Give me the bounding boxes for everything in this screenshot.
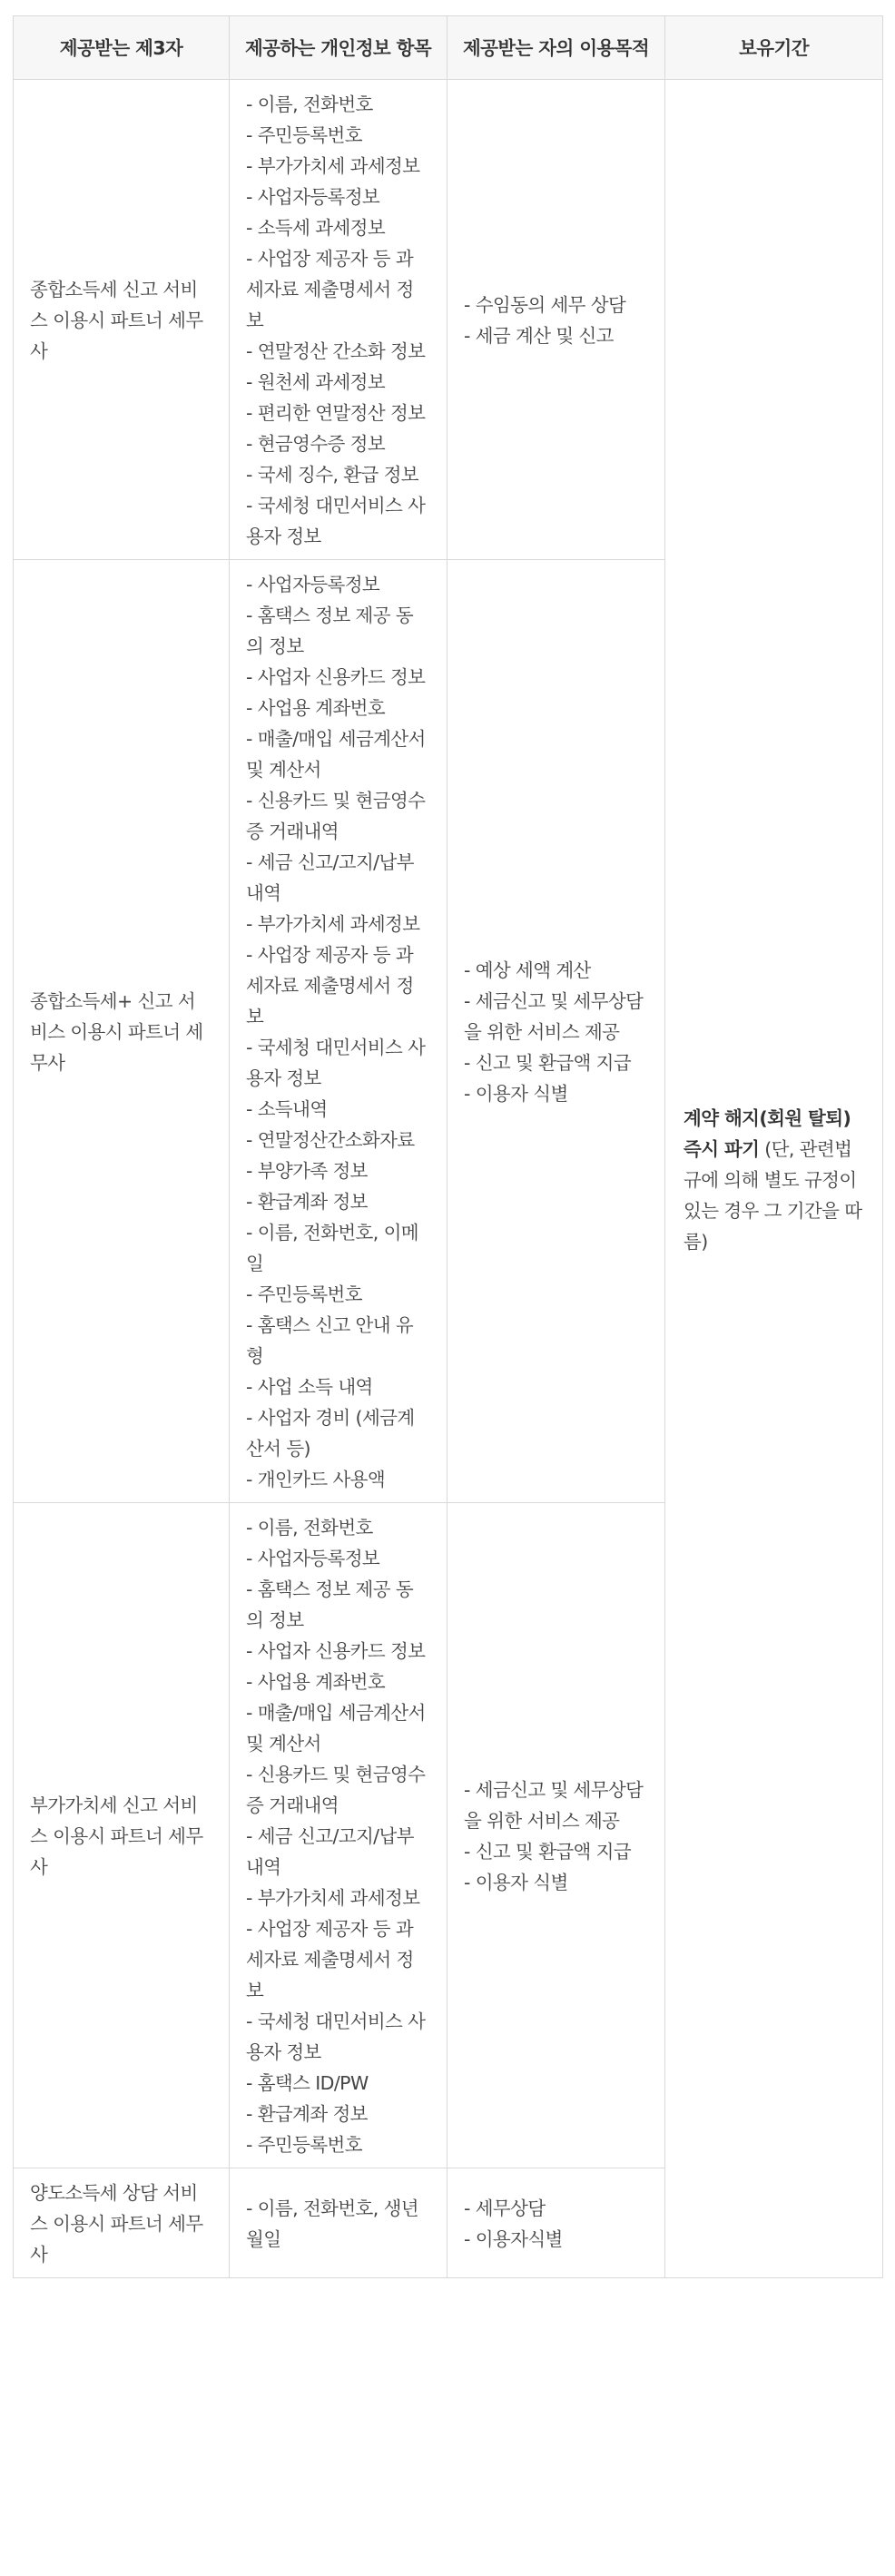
list-item: - 신고 및 환급액 지급 — [464, 1052, 632, 1074]
list-item: - 세금신고 및 세무상담을 위한 서비스 제공 — [464, 990, 644, 1043]
list-item: - 부가가치세 과세정보 — [246, 913, 420, 935]
list-item: - 사업 소득 내역 — [246, 1376, 373, 1398]
list-item: - 매출/매입 세금계산서 및 계산서 — [246, 728, 426, 781]
list-item: - 사업장 제공자 등 과세자료 제출명세서 정보 — [246, 248, 414, 331]
items-cell — [230, 560, 448, 1503]
list-item: - 세무상담 — [464, 2197, 546, 2219]
list-item: - 사업자등록정보 — [246, 1548, 380, 1569]
list-item: - 사업장 제공자 등 과세자료 제출명세서 정보 — [246, 1918, 414, 2001]
list-item: - 이름, 전화번호 — [246, 1517, 373, 1539]
purpose-cell — [448, 2168, 665, 2278]
list-item: - 신고 및 환급액 지급 — [464, 1841, 632, 1863]
list-item: - 매출/매입 세금계산서 및 계산서 — [246, 1702, 426, 1755]
items-cell — [230, 2168, 448, 2278]
list-item: - 사업자 신용카드 정보 — [246, 1640, 426, 1662]
list-item: - 현금영수증 정보 — [246, 433, 386, 455]
list-item: - 부양가족 정보 — [246, 1160, 368, 1182]
items-list — [246, 1512, 430, 2160]
list-item: - 연말정산 간소화 정보 — [246, 340, 426, 362]
purpose-list — [464, 1775, 648, 1898]
list-item: - 환급계좌 정보 — [246, 1191, 368, 1213]
header-purpose: 제공받는 자의 이용목적 — [448, 16, 665, 80]
list-item: - 이용자 식별 — [464, 1872, 568, 1893]
list-item: - 국세청 대민서비스 사용자 정보 — [246, 2011, 426, 2063]
list-item: - 홈택스 정보 제공 동의 정보 — [246, 1578, 414, 1631]
retention-note-text: (단, 관련법규에 의해 별도 규정이 있는 경우 그 기간을 따름) — [684, 1137, 862, 1253]
items-list — [246, 89, 430, 552]
purpose-cell — [448, 80, 665, 560]
list-item: - 사업자 신용카드 정보 — [246, 666, 426, 688]
list-item: - 사업용 계좌번호 — [246, 1671, 386, 1693]
list-item: - 사업장 제공자 등 과세자료 제출명세서 정보 — [246, 944, 414, 1027]
items-list — [246, 2193, 430, 2255]
list-item: - 부가가치세 과세정보 — [246, 1887, 420, 1909]
list-item: - 홈택스 ID/PW — [246, 2072, 369, 2094]
list-item: - 세금 계산 및 신고 — [464, 325, 614, 347]
list-item: - 원천세 과세정보 — [246, 371, 386, 393]
header-retention: 보유기간 — [665, 16, 883, 80]
list-item: - 주민등록번호 — [246, 1283, 362, 1305]
list-item: - 신용카드 및 현금영수증 거래내역 — [246, 790, 426, 842]
header-items: 제공하는 개인정보 항목 — [230, 16, 448, 80]
list-item: - 사업용 계좌번호 — [246, 697, 386, 719]
list-item: - 이름, 전화번호, 이메일 — [246, 1222, 419, 1274]
items-list — [246, 569, 430, 1495]
retention-cell — [665, 80, 883, 2278]
list-item: - 국세 징수, 환급 정보 — [246, 464, 419, 486]
list-item: - 환급계좌 정보 — [246, 2103, 368, 2125]
table-header-row — [14, 16, 883, 80]
list-item: - 이용자식별 — [464, 2228, 563, 2250]
purpose-cell — [448, 560, 665, 1503]
third-party-provision-table — [13, 15, 883, 2278]
list-item: - 개인카드 사용액 — [246, 1469, 386, 1490]
list-item: - 홈택스 정보 제공 동의 정보 — [246, 605, 414, 657]
recipient-cell: 부가가치세 신고 서비스 이용시 파트너 세무사 — [14, 1503, 230, 2168]
retention-bold-text: 계약 해지(회원 탈퇴) 즉시 파기 — [684, 1106, 851, 1160]
list-item: - 국세청 대민서비스 사용자 정보 — [246, 495, 426, 547]
list-item: - 사업자 경비 (세금계산서 등) — [246, 1407, 415, 1460]
list-item: - 사업자등록정보 — [246, 186, 380, 208]
items-cell — [230, 80, 448, 560]
list-item: - 세금 신고/고지/납부내역 — [246, 851, 414, 904]
list-item: - 연말정산간소화자료 — [246, 1129, 415, 1151]
list-item: - 이름, 전화번호, 생년월일 — [246, 2197, 419, 2250]
list-item: - 이름, 전화번호 — [246, 93, 373, 115]
table-row — [14, 80, 883, 560]
list-item: - 세금신고 및 세무상담을 위한 서비스 제공 — [464, 1779, 644, 1832]
purpose-list — [464, 955, 648, 1109]
purpose-list — [464, 290, 648, 351]
list-item: - 소득세 과세정보 — [246, 217, 386, 239]
list-item: - 주민등록번호 — [246, 2134, 362, 2156]
list-item: - 국세청 대민서비스 사용자 정보 — [246, 1037, 426, 1089]
recipient-cell: 종합소득세 신고 서비스 이용시 파트너 세무사 — [14, 80, 230, 560]
header-recipient: 제공받는 제3자 — [14, 16, 230, 80]
list-item: - 수임동의 세무 상담 — [464, 294, 626, 316]
recipient-cell: 양도소득세 상담 서비스 이용시 파트너 세무사 — [14, 2168, 230, 2278]
list-item: - 신용카드 및 현금영수증 거래내역 — [246, 1764, 426, 1816]
items-cell — [230, 1503, 448, 2168]
purpose-list — [464, 2193, 648, 2255]
list-item: - 부가가치세 과세정보 — [246, 155, 420, 177]
list-item: - 편리한 연말정산 정보 — [246, 402, 426, 424]
list-item: - 예상 세액 계산 — [464, 959, 591, 981]
list-item: - 홈택스 신고 안내 유형 — [246, 1314, 414, 1367]
recipient-cell: 종합소득세+ 신고 서비스 이용시 파트너 세무사 — [14, 560, 230, 1503]
list-item: - 소득내역 — [246, 1098, 328, 1120]
list-item: - 이용자 식별 — [464, 1083, 568, 1105]
list-item: - 사업자등록정보 — [246, 574, 380, 595]
list-item: - 세금 신고/고지/납부내역 — [246, 1825, 414, 1878]
purpose-cell — [448, 1503, 665, 2168]
list-item: - 주민등록번호 — [246, 124, 362, 146]
